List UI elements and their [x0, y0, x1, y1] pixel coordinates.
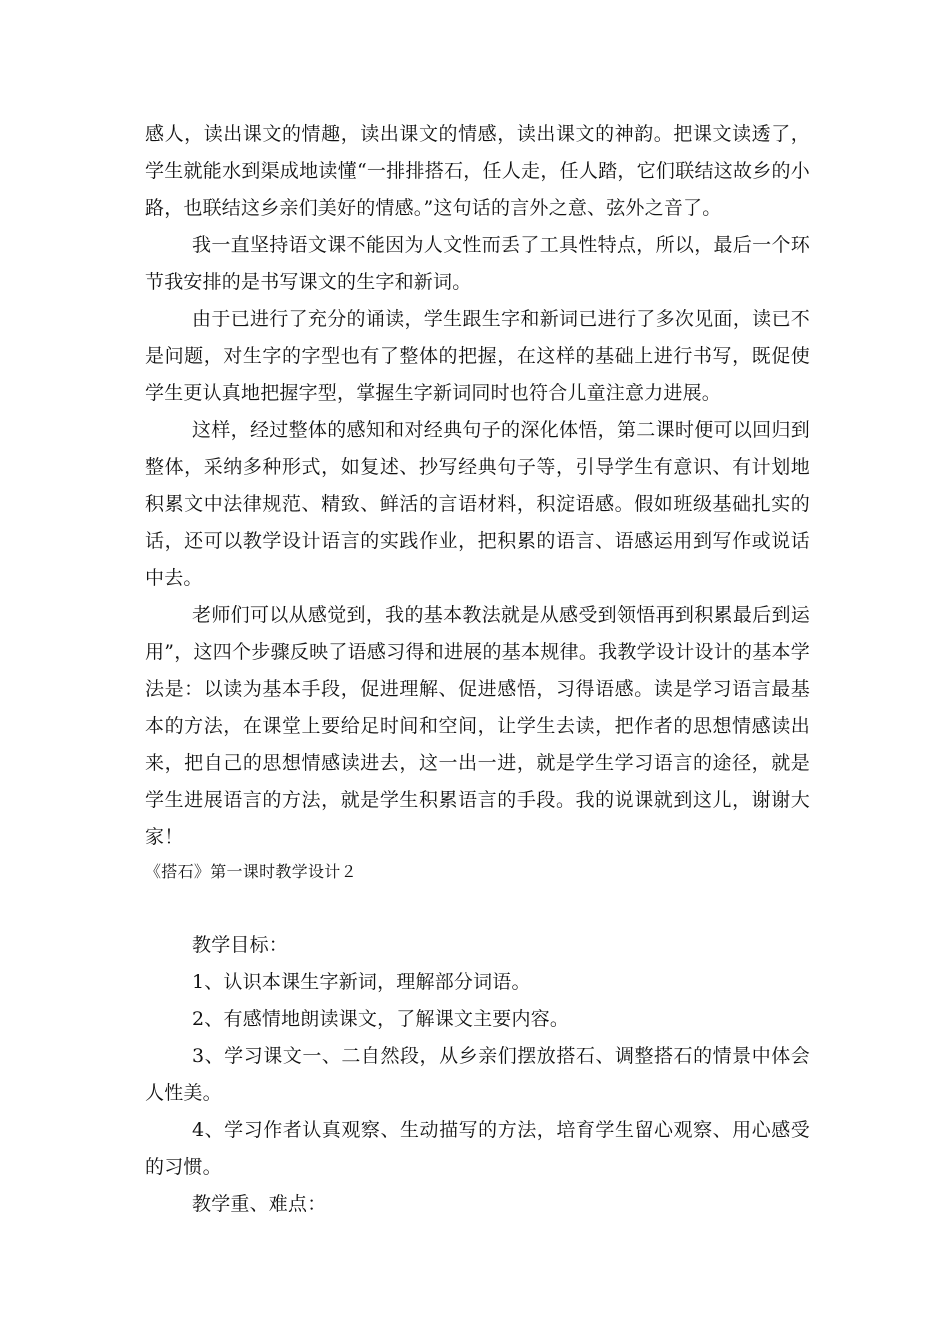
goal-item: 3、学习课文一、二自然段，从乡亲们摆放搭石、调整搭石的情景中体会人性美。 — [145, 1045, 810, 1104]
paragraph: 感人，读出课文的情趣，读出课文的情感，读出课文的神韵。把课文读透了，学生就能水到渠成地读懂“一排排搭石，任人走，任人踏，它们联结这故乡的小路，也联结这乡亲们美好的情感。”这句话的言外之意、弦外之音了。 — [145, 123, 810, 219]
paragraph: 老师们可以从感觉到，我的基本教法就是从感受到领悟再到积累最后到运用”，这四个步骤反映了语感习得和进展的基本规律。我教学设计设计的基本学法是：以读为基本手段，促进理解、促进感悟，习得语感。读是学习语言最基本的方法，在课堂上要给足时间和空间，让学生去读，把作者的思想情感读出来，把自己的思想情感读进去，这一出一进，就是学生学习语言的途径，就是学生进展语言的方法，就是学生积累语言的手段。我的说课就到这儿，谢谢大家！ — [145, 604, 810, 848]
paragraph: 这样，经过整体的感知和对经典句子的深化体悟，第二课时便可以回归到整体，采纳多种形式，如复述、抄写经典句子等，引导学生有意识、有计划地积累文中法律规范、精致、鲜活的言语材料，积淀语感。假如班级基础扎实的话，还可以教学设计语言的实践作业，把积累的语言、语感运用到写作或说话中去。 — [145, 419, 810, 589]
section-title: 《搭石》第一课时教学设计２ — [145, 862, 357, 881]
key-points-heading: 教学重、难点： — [192, 1193, 327, 1215]
goal-item: 1、认识本课生字新词，理解部分词语。 — [192, 971, 531, 993]
paragraph: 我一直坚持语文课不能因为人文性而丢了工具性特点，所以，最后一个环节我安排的是书写课文的生字和新词。 — [145, 234, 810, 293]
goals-heading: 教学目标： — [192, 934, 289, 956]
paragraph: 由于已进行了充分的诵读，学生跟生字和新词已进行了多次见面，读已不是问题，对生字的字型也有了整体的把握，在这样的基础上进行书写，既促使学生更认真地把握字型，掌握生字新词同时也符合儿童注意力进展。 — [145, 308, 810, 404]
goal-item: 4、学习作者认真观察、生动描写的方法，培育学生留心观察、用心感受的习惯。 — [145, 1119, 810, 1178]
goal-item: 2、有感情地朗读课文，了解课文主要内容。 — [192, 1008, 570, 1030]
